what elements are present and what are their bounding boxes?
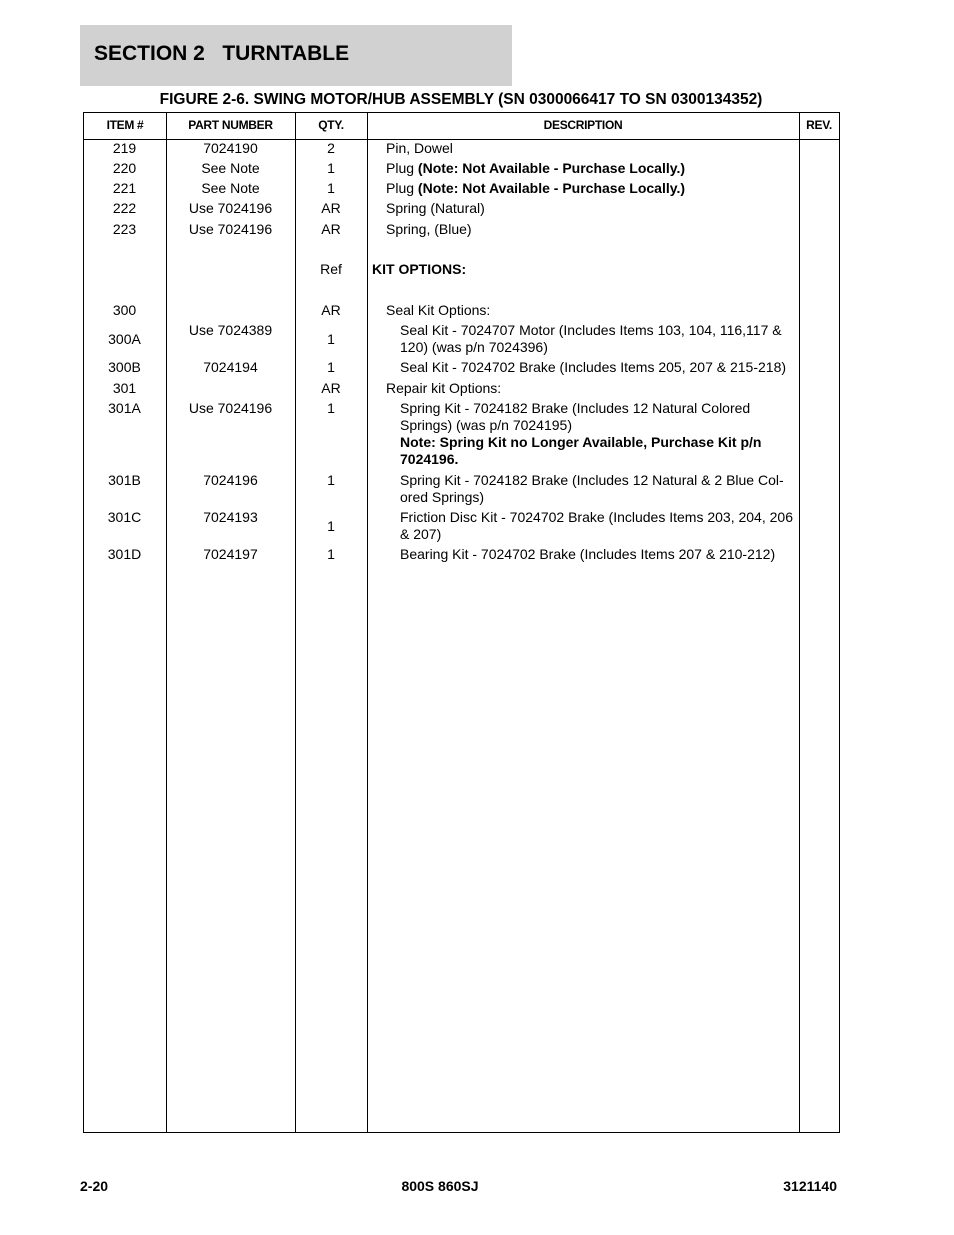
description: Spring, (Blue) — [386, 221, 472, 237]
header-qty: QTY. — [318, 118, 344, 132]
part-number: 7024197 — [203, 546, 258, 562]
header-part-number: PART NUMBER — [188, 118, 273, 132]
item-number: 223 — [112, 221, 137, 237]
section-header — [80, 25, 512, 86]
column-divider — [166, 113, 167, 1132]
quantity: AR — [321, 302, 341, 318]
part-number: Use 7024389 — [188, 322, 273, 338]
description: Spring Kit - 7024182 Brake (Includes 12 Natural Colored — [400, 400, 751, 416]
item-number: 300B — [108, 359, 141, 375]
quantity: AR — [321, 200, 341, 216]
header-rev: REV. — [806, 118, 832, 132]
quantity: Ref — [320, 261, 342, 277]
item-number: 301 — [112, 380, 137, 396]
quantity: 2 — [327, 140, 335, 156]
part-number: 7024190 — [203, 140, 258, 156]
quantity: 1 — [327, 546, 335, 562]
description: Seal Kit - 7024707 Motor (Includes Items 103, 104, 116,117 & — [400, 322, 782, 338]
part-number: Use 7024196 — [188, 200, 273, 216]
item-number: 301B — [108, 472, 141, 488]
item-number: 222 — [112, 200, 137, 216]
part-number: Use 7024196 — [188, 221, 273, 237]
kit-options-heading: KIT OPTIONS: — [372, 261, 467, 277]
column-divider — [799, 113, 800, 1132]
description-text: Plug — [386, 160, 415, 176]
quantity: 1 — [327, 518, 335, 534]
description-continued: Springs) (was p/n 7024195) — [400, 417, 572, 433]
description: Seal Kit - 7024702 Brake (Includes Items 205, 207 & 215-218) — [400, 359, 787, 375]
description-text: Plug — [386, 180, 415, 196]
figure-title: FIGURE 2-6. SWING MOTOR/HUB ASSEMBLY (SN 0300066417 TO SN 0300134352) — [159, 91, 763, 108]
section-title: SECTION 2 TURNTABLE — [94, 42, 350, 65]
description-note: (Note: Not Available - Purchase Locally.) — [417, 180, 686, 196]
availability-note: Note: Spring Kit no Longer Available, Purchase Kit p/n — [400, 434, 762, 450]
item-number: 301D — [107, 546, 142, 562]
quantity: AR — [321, 380, 341, 396]
part-number: 7024194 — [203, 359, 258, 375]
quantity: 1 — [327, 160, 335, 176]
description: Pin, Dowel — [386, 140, 453, 156]
item-number: 301C — [107, 509, 142, 525]
item-number: 301A — [108, 400, 141, 416]
item-number: 300A — [108, 331, 141, 347]
description: Bearing Kit - 7024702 Brake (Includes Items 207 & 210-212) — [400, 546, 776, 562]
item-number: 221 — [112, 180, 137, 196]
header-description: DESCRIPTION — [543, 118, 623, 132]
description: Spring (Natural) — [386, 200, 485, 216]
description: Seal Kit Options: — [386, 302, 491, 318]
item-number: 300 — [112, 302, 137, 318]
page-number: 2-20 — [80, 1178, 109, 1194]
quantity: 1 — [327, 180, 335, 196]
description: Friction Disc Kit - 7024702 Brake (Includes Items 203, 204, 206 — [400, 509, 793, 525]
column-divider — [367, 113, 368, 1132]
part-number: 7024193 — [203, 509, 258, 525]
description — [386, 180, 796, 197]
document-number: 3121140 — [783, 1178, 837, 1194]
part-number: See Note — [201, 160, 260, 176]
model-label: 800S 860SJ — [401, 1178, 479, 1194]
quantity: 1 — [327, 359, 335, 375]
part-number: Use 7024196 — [188, 400, 273, 416]
quantity: AR — [321, 221, 341, 237]
item-number: 219 — [112, 140, 137, 156]
quantity: 1 — [327, 472, 335, 488]
description: Spring Kit - 7024182 Brake (Includes 12 Natural & 2 Blue Col- — [400, 472, 784, 488]
description — [386, 160, 796, 177]
quantity: 1 — [327, 400, 335, 416]
description-continued: & 207) — [400, 526, 442, 542]
description: Repair kit Options: — [386, 380, 502, 396]
description-note: (Note: Not Available - Purchase Locally.) — [417, 160, 686, 176]
header-item: ITEM # — [106, 118, 144, 132]
description-continued: ored Springs) — [400, 489, 485, 505]
part-number: See Note — [201, 180, 260, 196]
item-number: 220 — [112, 160, 137, 176]
quantity: 1 — [327, 331, 335, 347]
description-continued: 120) (was p/n 7024396) — [400, 339, 548, 355]
availability-note-continued: 7024196. — [400, 451, 459, 467]
part-number: 7024196 — [203, 472, 258, 488]
